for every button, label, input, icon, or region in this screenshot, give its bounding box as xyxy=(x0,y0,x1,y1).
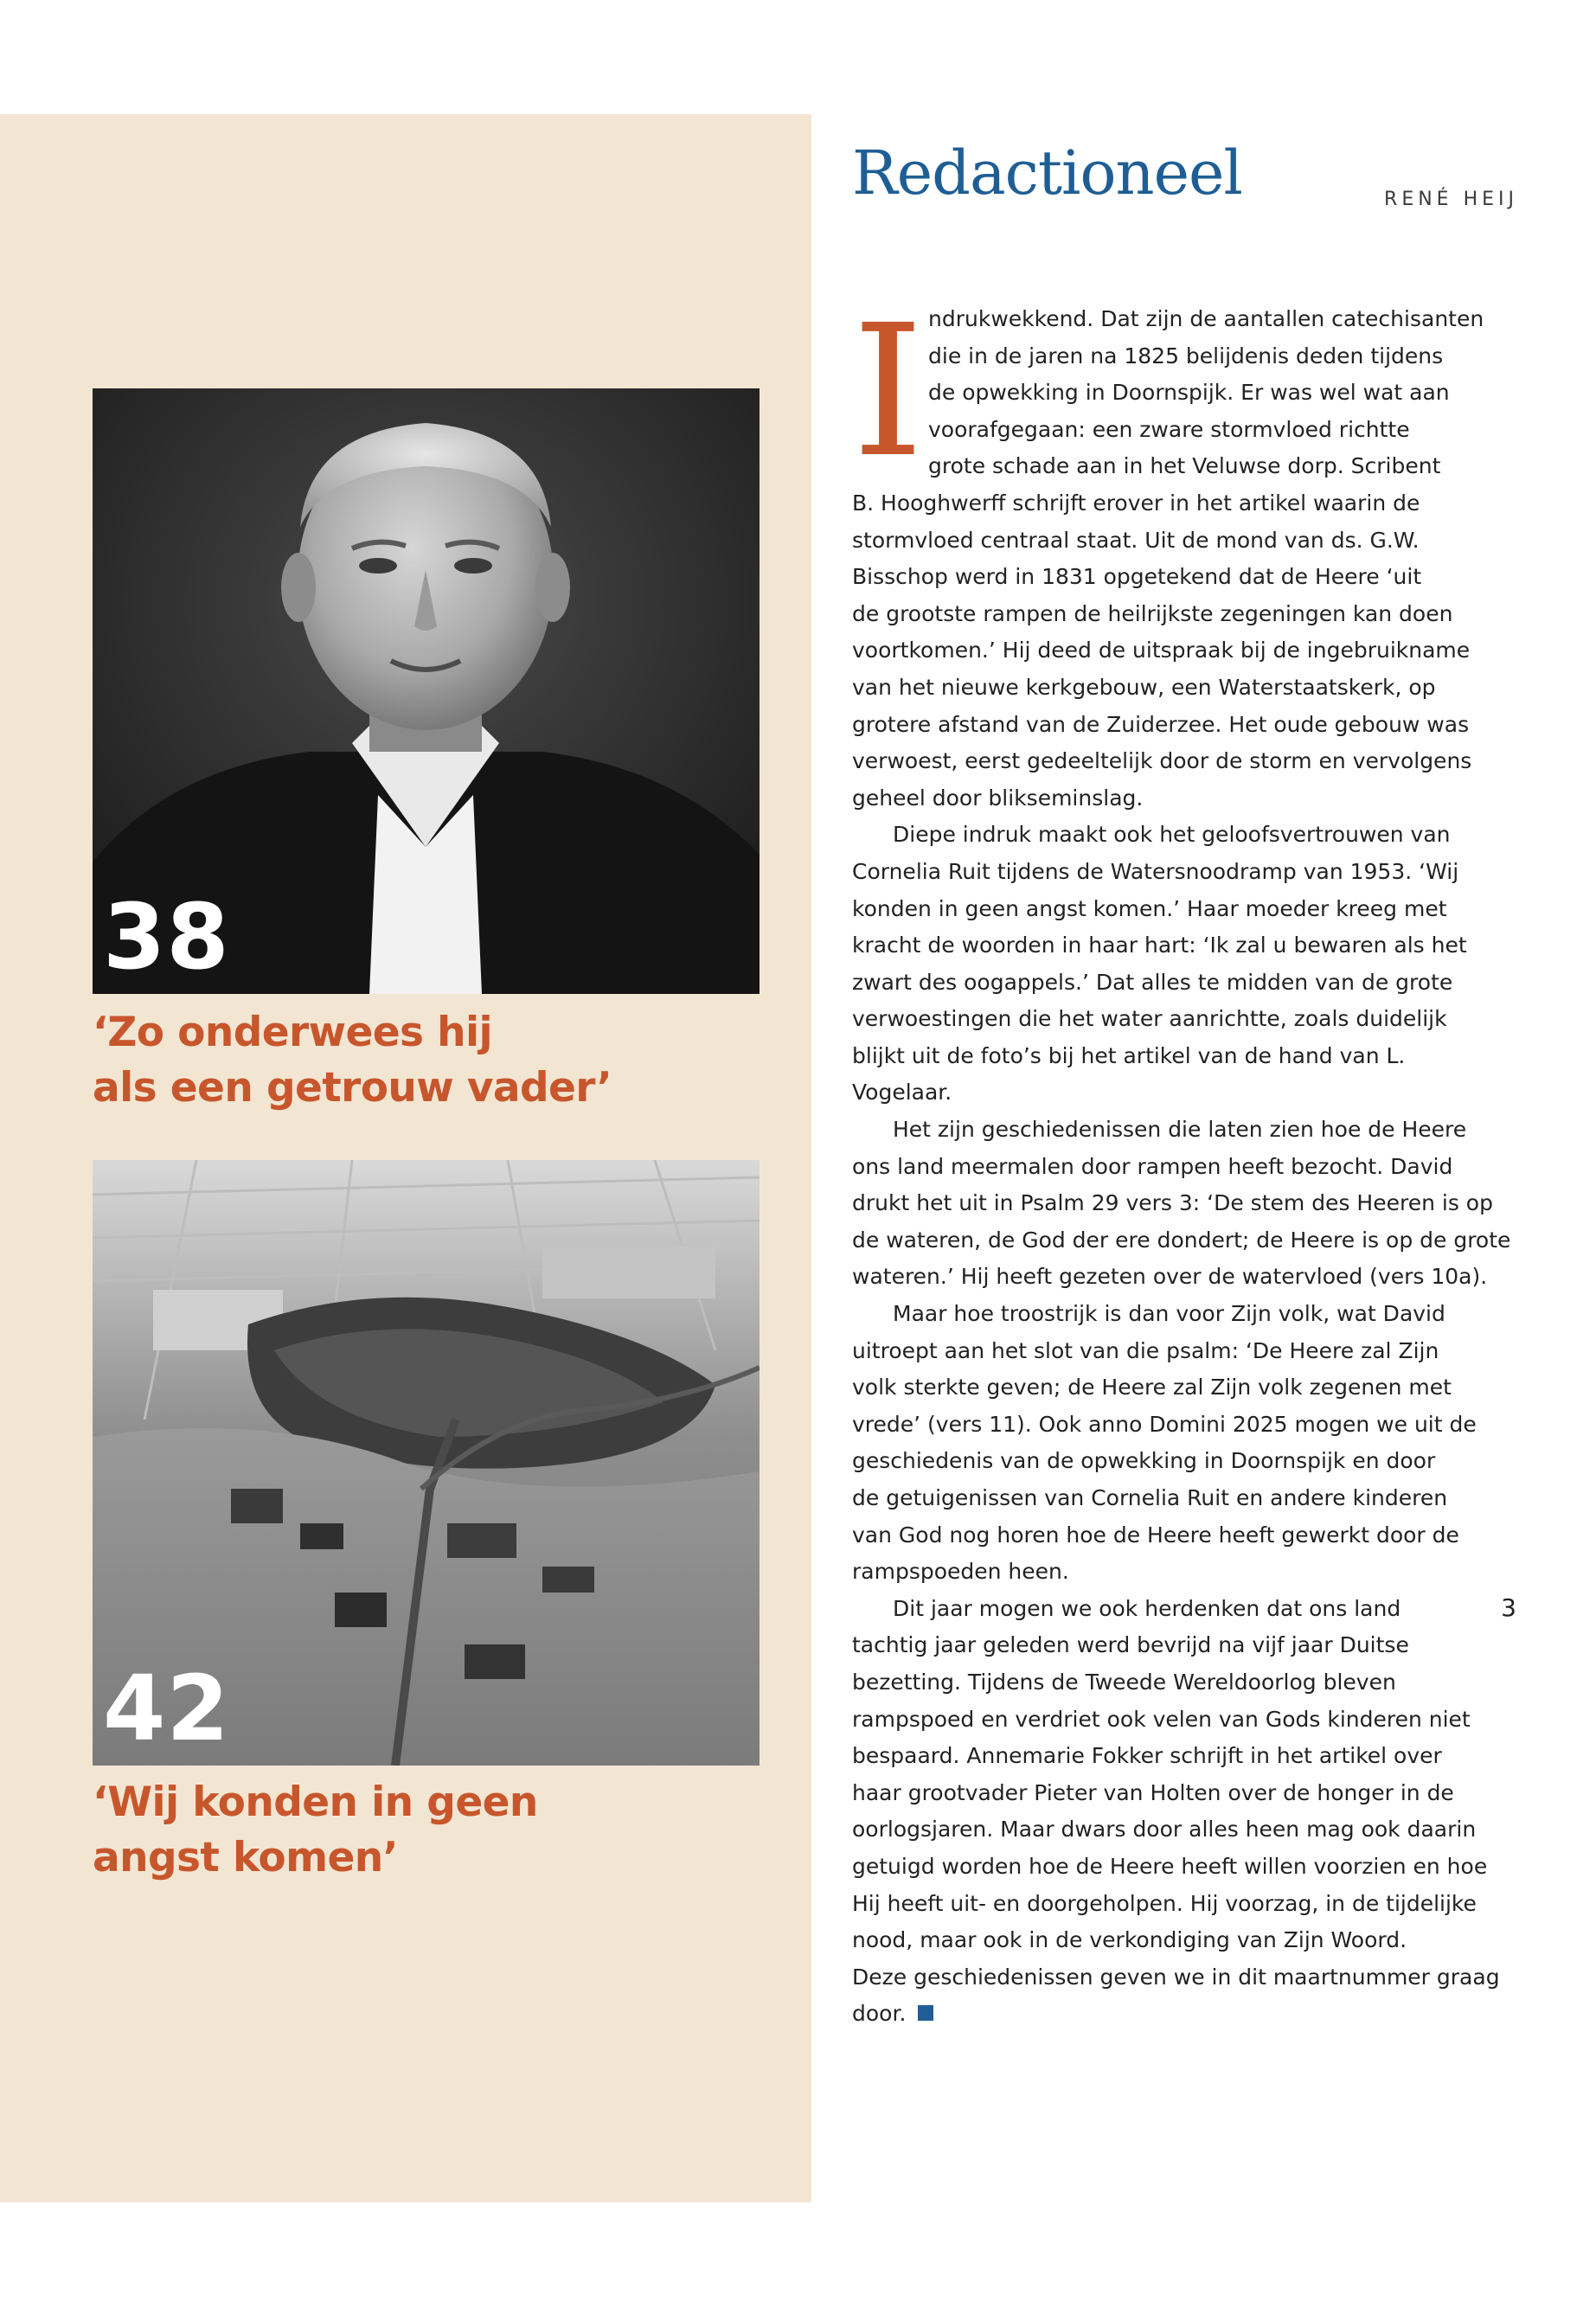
article-line: rampspoeden heen. xyxy=(852,1559,1069,1585)
article-line: grote schade aan in het Veluwse dorp. Scribent xyxy=(928,453,1441,479)
article-last-line xyxy=(852,1996,1518,2033)
caption-line: ‘Wij konden in geen xyxy=(93,1779,538,1826)
article-line: de opwekking in Doornspijk. Er was wel wat aan xyxy=(928,380,1450,406)
article-line: ons land meermalen door rampen heeft bezocht. David xyxy=(852,1153,1453,1179)
article-line: de grootste rampen de heilrijkste zegeningen kan doen xyxy=(852,600,1453,626)
article-line: voortkomen.’ Hij deed de uitspraak bij de ingebruikname xyxy=(852,638,1471,663)
article-line: volk sterkte geven; de Heere zal Zijn volk zegenen met xyxy=(852,1375,1452,1400)
article-line: zwart des oogappels.’ Dat alles te midden van de grote xyxy=(852,969,1453,995)
article-line: rampspoed en verdriet ook velen van Gods kinderen niet xyxy=(852,1706,1471,1732)
article-line: vrede’ (vers 11). Ook anno Domini 2025 mogen we uit de xyxy=(852,1411,1477,1437)
article-line: haar grootvader Pieter van Holten over de honger in de xyxy=(852,1779,1454,1805)
article-line: Diepe indruk maakt ook het geloofsvertrouwen van xyxy=(893,822,1451,848)
feature-photo-flood[interactable] xyxy=(93,1160,760,1766)
article-line: van het nieuwe kerkgebouw, een Waterstaatskerk, op xyxy=(852,674,1436,700)
end-of-article-mark xyxy=(918,2005,933,2021)
article-line: getuigd worden hoe de Heere heeft willen voorzien en hoe xyxy=(852,1853,1488,1879)
article-line: geschiedenis van de opwekking in Doornspijk en door xyxy=(852,1448,1436,1474)
article-line: kracht de woorden in haar hart: ‘Ik zal u bewaren als het xyxy=(852,933,1467,958)
article-line: Vogelaar. xyxy=(852,1080,952,1106)
article-line: grotere afstand van de Zuiderzee. Het oude gebouw was xyxy=(852,711,1470,737)
page-title: Redactioneel xyxy=(852,138,1242,208)
article-line: Cornelia Ruit tijdens de Watersnoodramp van 1953. ‘Wij xyxy=(852,858,1459,884)
article-line: tachtig jaar geleden werd bevrijd na vijf jaar Duitse xyxy=(852,1632,1409,1658)
article-line: Bisschop werd in 1831 opgetekend dat de Heere ‘uit xyxy=(852,564,1422,590)
article-line: B. Hooghwerff schrijft erover in het artikel waarin de xyxy=(852,490,1420,516)
article-line: geheel door blikseminslag. xyxy=(852,785,1144,811)
article-line: voorafgegaan: een zware stormvloed richtte xyxy=(928,416,1410,442)
article-line: bezetting. Tijdens de Tweede Wereldoorlog bleven xyxy=(852,1669,1396,1695)
feature-photo-portrait[interactable] xyxy=(93,388,760,994)
article-line: Hij heeft uit- en doorgeholpen. Hij voorzag, in de tijdelijke xyxy=(852,1890,1477,1916)
article-line: drukt het uit in Psalm 29 vers 3: ‘De stem des Heeren is op xyxy=(852,1190,1493,1216)
article-line: de getuigenissen van Cornelia Ruit en andere kinderen xyxy=(852,1485,1448,1510)
feature-page-number: 42 xyxy=(103,1656,230,1761)
article-line: nood, maar ook in de verkondiging van Zijn Woord. xyxy=(852,1927,1407,1953)
caption-line: ‘Zo onderwees hij xyxy=(93,1009,493,1056)
author-byline: RENÉ HEIJ xyxy=(1384,189,1518,210)
article-line: verwoestingen die het water aanrichtte, zoals duidelijk xyxy=(852,1006,1447,1032)
article-line: Dit jaar mogen we ook herdenken dat ons land xyxy=(893,1595,1401,1621)
article-line: stormvloed centraal staat. Uit de mond van ds. G.W. xyxy=(852,527,1420,553)
article-line: wateren.’ Hij heeft gezeten over de watervloed (vers 10a). xyxy=(852,1264,1488,1290)
feature-page-number: 38 xyxy=(103,884,230,990)
page-number: 3 xyxy=(1501,1593,1516,1622)
article-line: door. xyxy=(852,2001,907,2027)
article-line: Deze geschiedenissen geven we in dit maartnummer graag xyxy=(852,1964,1500,1990)
article-line: verwoest, eerst gedeeltelijk door de storm en vervolgens xyxy=(852,748,1472,774)
article-line: oorlogsjaren. Maar dwars door alles heen mag ook daarin xyxy=(852,1817,1477,1843)
article-line: Maar hoe troostrijk is dan voor Zijn volk, wat David xyxy=(893,1301,1445,1327)
article-line: die in de jaren na 1825 belijdenis deden tijdens xyxy=(928,343,1444,369)
caption-line: angst komen’ xyxy=(93,1834,398,1881)
article-line: ndrukwekkend. Dat zijn de aantallen catechisanten xyxy=(928,306,1484,331)
article-body xyxy=(852,285,1518,2033)
article-line: van God nog horen hoe de Heere heeft gewerkt door de xyxy=(852,1522,1459,1548)
article-line: uitroept aan het slot van die psalm: ‘De Heere zal Zijn xyxy=(852,1337,1439,1363)
article-line: Het zijn geschiedenissen die laten zien hoe de Heere xyxy=(893,1117,1467,1143)
feature-caption[interactable] xyxy=(93,1775,767,1886)
article-line: blijkt uit de foto’s bij het artikel van de hand van L. xyxy=(852,1042,1406,1068)
drop-cap: I xyxy=(852,285,924,497)
caption-line: als een getrouw vader’ xyxy=(93,1064,612,1112)
article-line: konden in geen angst komen.’ Haar moeder kreeg met xyxy=(852,895,1447,921)
article-line: bespaard. Annemarie Fokker schrijft in het artikel over xyxy=(852,1743,1442,1769)
article-line: de wateren, de God der ere dondert; de Heere is op de grote xyxy=(852,1227,1511,1253)
sidebar-panel xyxy=(0,114,811,2202)
feature-caption[interactable] xyxy=(93,1005,767,1116)
